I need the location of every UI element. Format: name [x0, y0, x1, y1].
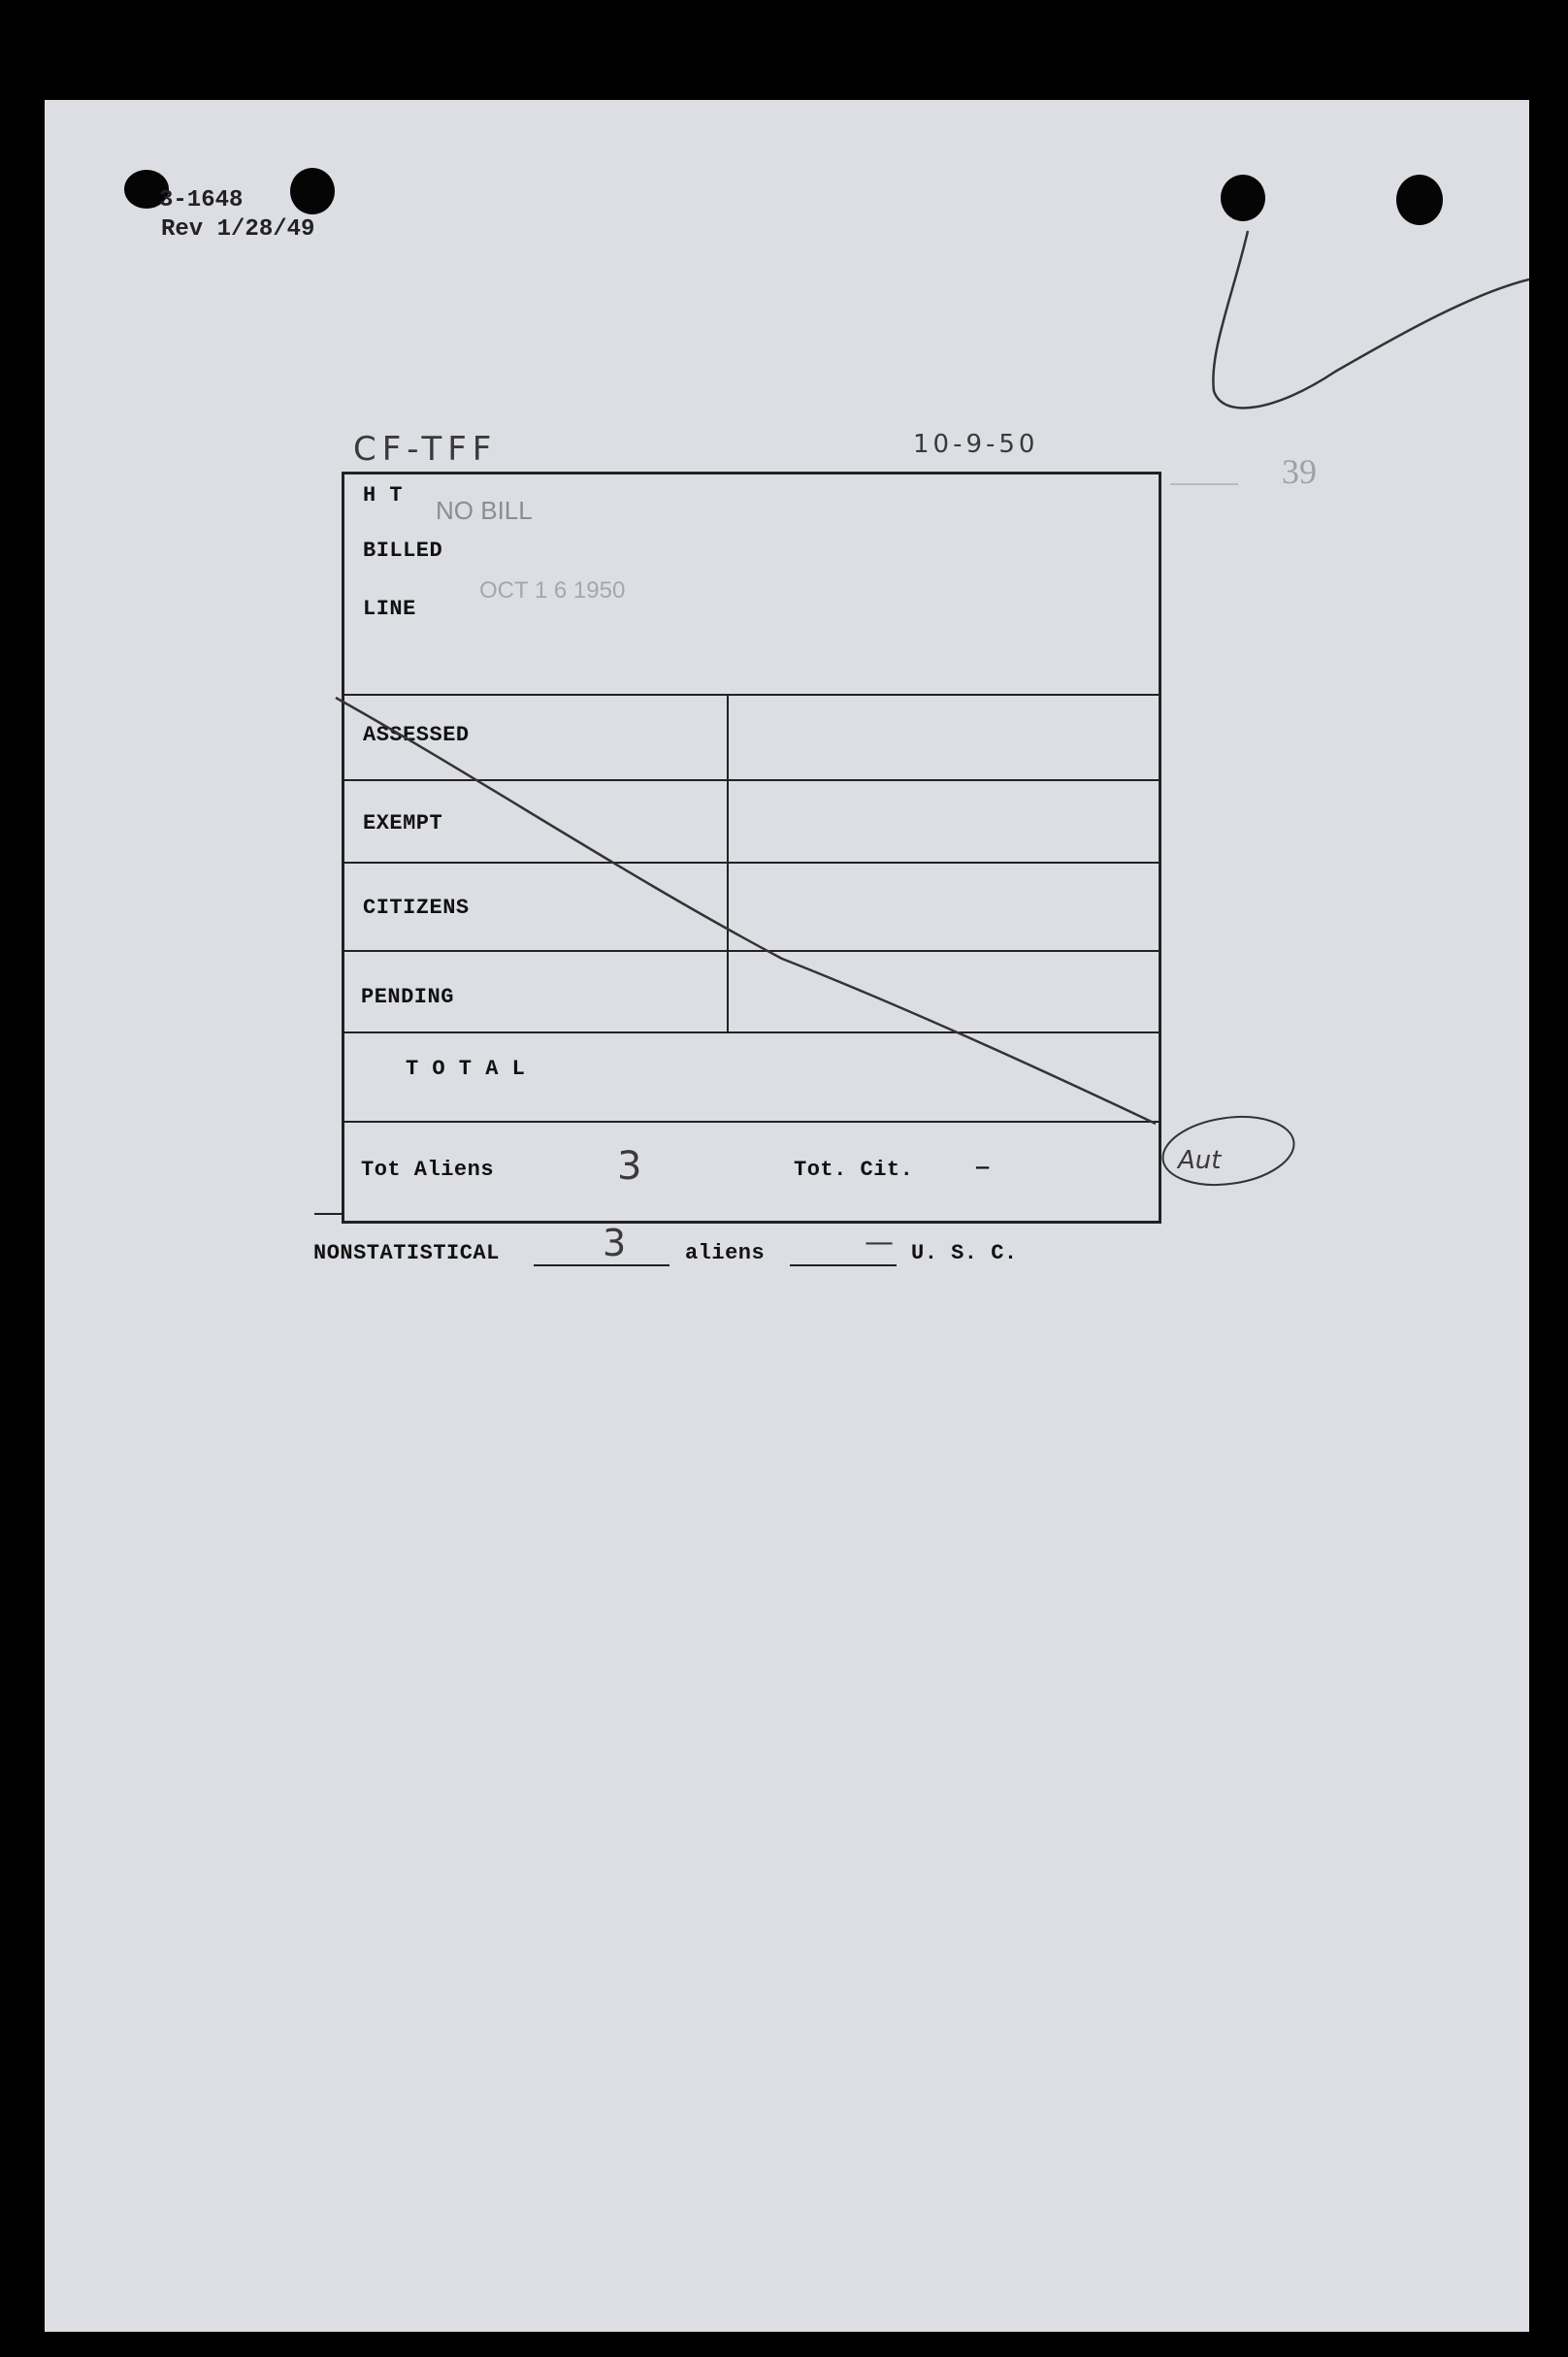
value-nonstat-usc: — — [865, 1226, 894, 1260]
diagonal-cancel-stroke — [336, 698, 1156, 1124]
form-revision: Rev 1/28/49 — [161, 216, 315, 243]
form-number: 3-1648 — [159, 187, 244, 213]
value-nonstat-aliens: 3 — [603, 1222, 627, 1264]
label-ht: H T — [363, 483, 404, 507]
label-total: T O T A L — [406, 1057, 526, 1081]
document-page — [45, 100, 1529, 2332]
label-exempt: EXEMPT — [363, 811, 443, 835]
label-tot-aliens: Tot Aliens — [361, 1158, 495, 1182]
stamp-no-bill: NO BILL — [436, 496, 533, 525]
handwritten-initials: CF-TFF — [353, 430, 498, 469]
label-aliens: aliens — [685, 1241, 766, 1265]
label-citizens: CITIZENS — [363, 896, 470, 920]
label-tot-cit: Tot. Cit. — [794, 1158, 914, 1182]
corner-check-stroke — [1213, 231, 1529, 408]
value-tot-cit: — — [976, 1156, 990, 1180]
label-assessed: ASSESSED — [363, 723, 470, 747]
label-billed: BILLED — [363, 539, 443, 563]
value-tot-aliens: 3 — [617, 1144, 642, 1189]
label-usc: U. S. C. — [911, 1241, 1018, 1265]
label-line: LINE — [363, 597, 416, 621]
circled-initials: Aut — [1178, 1146, 1222, 1175]
pen-strokes — [45, 100, 1529, 2332]
label-nonstatistical: NONSTATISTICAL — [313, 1241, 500, 1265]
stamp-date: OCT 1 6 1950 — [479, 577, 626, 604]
initials-circle — [1159, 1109, 1298, 1193]
label-pending: PENDING — [361, 985, 454, 1009]
handwritten-date: 10-9-50 — [913, 430, 1039, 459]
page-number: 39 — [1282, 452, 1317, 491]
